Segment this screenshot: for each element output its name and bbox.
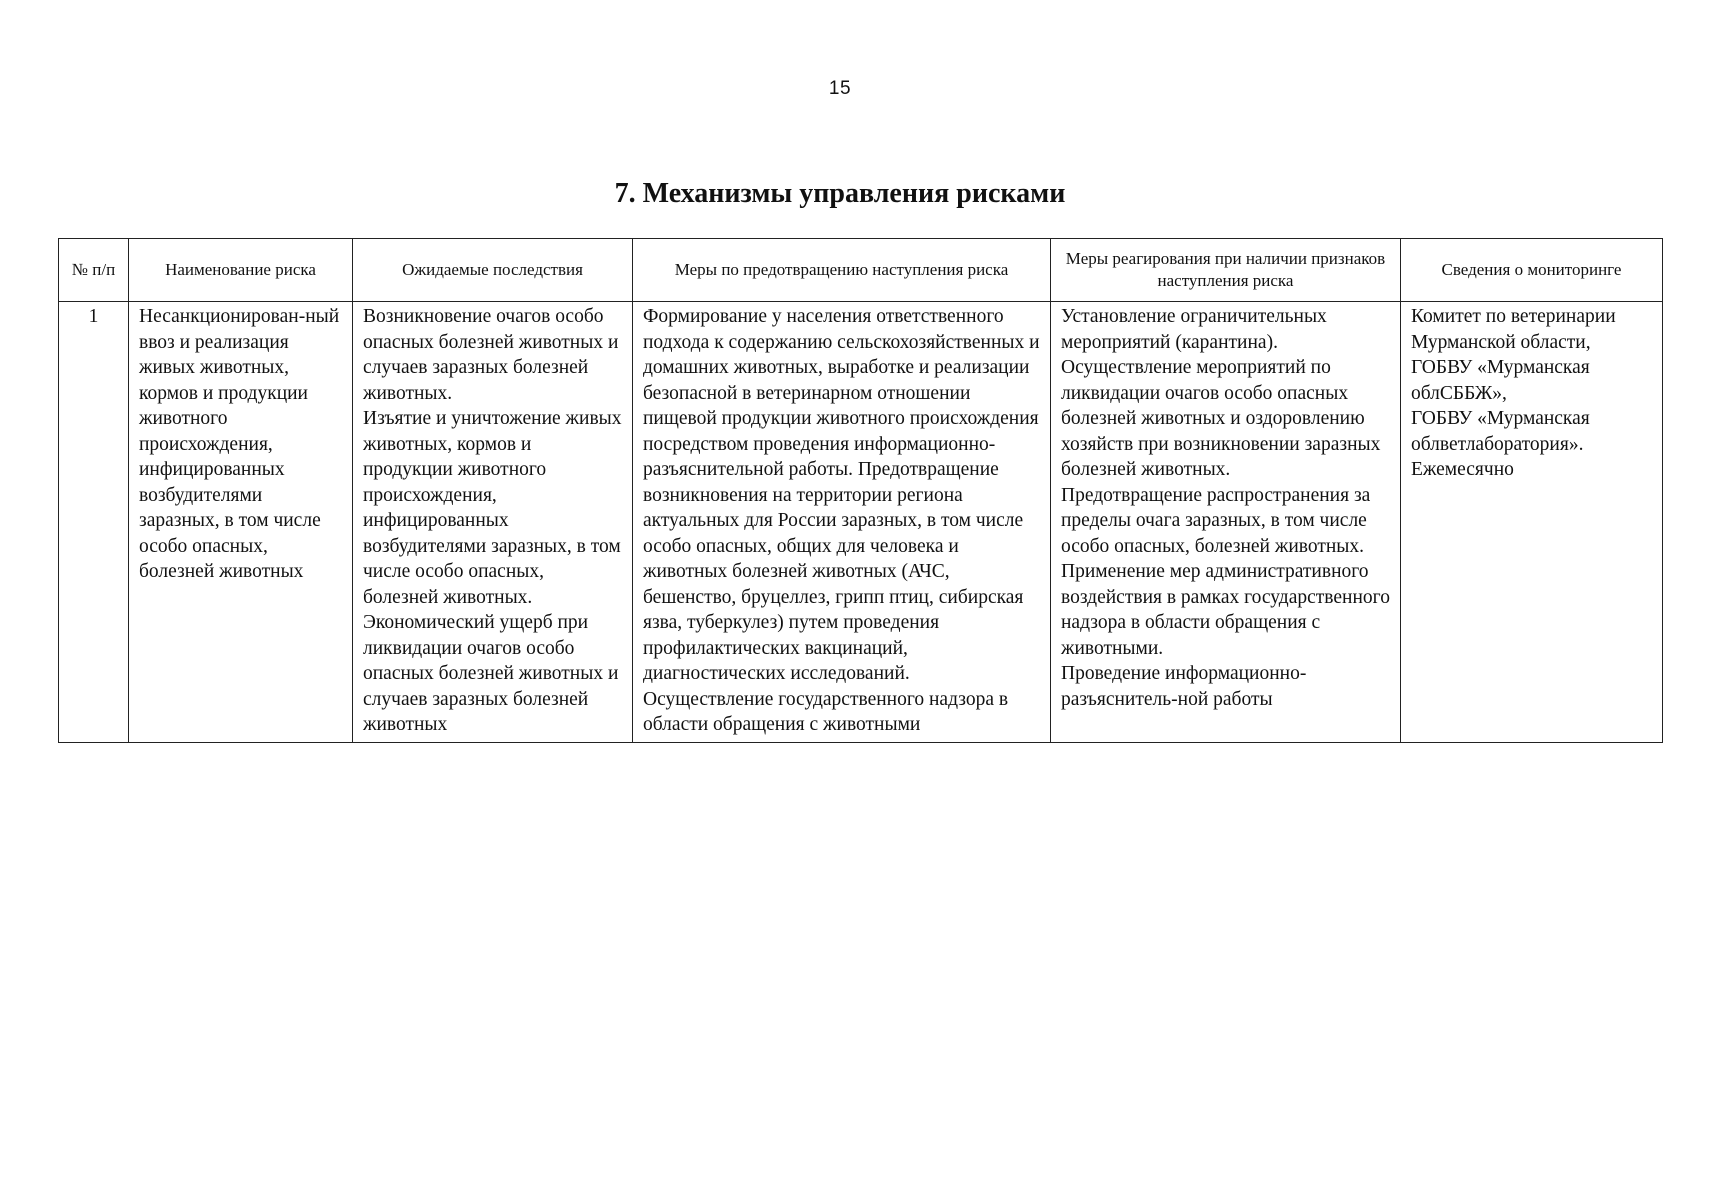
monitoring-item: Комитет по ветеринарии Мурманской области, bbox=[1411, 306, 1616, 353]
monitoring-item: ГОБВУ «Мурманская облветлаборатория». bbox=[1411, 408, 1590, 455]
prevention-cell bbox=[633, 302, 1051, 743]
header-prevention: Меры по предотвращению наступления риска bbox=[633, 239, 1051, 302]
monitoring-cell bbox=[1401, 302, 1663, 743]
response-item: Установление ограничительных мероприятий (карантина). bbox=[1061, 306, 1327, 353]
section-title: 7. Механизмы управления рисками bbox=[614, 178, 1066, 209]
response-item: Проведение информационно-разъяснитель-ной работы bbox=[1061, 663, 1307, 710]
header-monitoring: Сведения о мониторинге bbox=[1401, 239, 1663, 302]
monitoring-item: ГОБВУ «Мурманская облСББЖ», bbox=[1411, 357, 1590, 404]
response-item: Применение мер административного воздействия в рамках государственного надзора в области обращения с животными. bbox=[1061, 561, 1390, 659]
consequences-cell bbox=[353, 302, 633, 743]
header-response: Меры реагирования при наличии признаков наступления риска bbox=[1051, 239, 1401, 302]
row-number: 1 bbox=[59, 302, 129, 743]
prevention-item: Формирование у населения ответственного подхода к содержанию сельскохозяйственных и домашних животных, выработке и реализации безопасной в ветеринарном отношении пищевой продукции животного происхождения посредством проведения информационно-разъяснительной работы. Предотвращение возникновения на территории региона актуальных для России заразных, в том числе особо опасных, общих для человека и животных болезней животных (АЧС, бешенство, бруцеллез, грипп птиц, сибирская язва, туберкулез) путем проведения профилактических вакцинаций, диагностических исследований. bbox=[643, 306, 1040, 684]
risk-management-table bbox=[58, 238, 1663, 743]
header-risk-name: Наименование риска bbox=[129, 239, 353, 302]
consequence-item: Изъятие и уничтожение живых животных, кормов и продукции животного происхождения, инфицированных возбудителями заразных, в том числе особо опасных, болезней животных. bbox=[363, 408, 622, 608]
consequence-item: Экономический ущерб при ликвидации очагов особо опасных болезней животных и случаев заразных болезней животных bbox=[363, 612, 619, 735]
table-header-row bbox=[59, 239, 1663, 302]
header-number: № п/п bbox=[59, 239, 129, 302]
table-row bbox=[59, 302, 1663, 743]
risk-name-cell: Несанкционирован-ный ввоз и реализация живых животных, кормов и продукции животного происхождения, инфицированных возбудителями заразных, в том числе особо опасных, болезней животных bbox=[129, 302, 353, 743]
response-cell bbox=[1051, 302, 1401, 743]
page-number: 15 bbox=[828, 78, 852, 99]
prevention-item: Осуществление государственного надзора в области обращения с животными bbox=[643, 688, 1009, 735]
response-item: Осуществление мероприятий по ликвидации очагов особо опасных болезней животных и оздоровлению хозяйств при возникновении заразных болезней животных. bbox=[1061, 357, 1381, 480]
consequence-item: Возникновение очагов особо опасных болезней животных и случаев заразных болезней животных. bbox=[363, 306, 619, 404]
monitoring-item: Ежемесячно bbox=[1411, 459, 1514, 480]
response-item: Предотвращение распространения за пределы очага заразных, в том числе особо опасных, болезней животных. bbox=[1061, 484, 1371, 557]
header-consequences: Ожидаемые последствия bbox=[353, 239, 633, 302]
